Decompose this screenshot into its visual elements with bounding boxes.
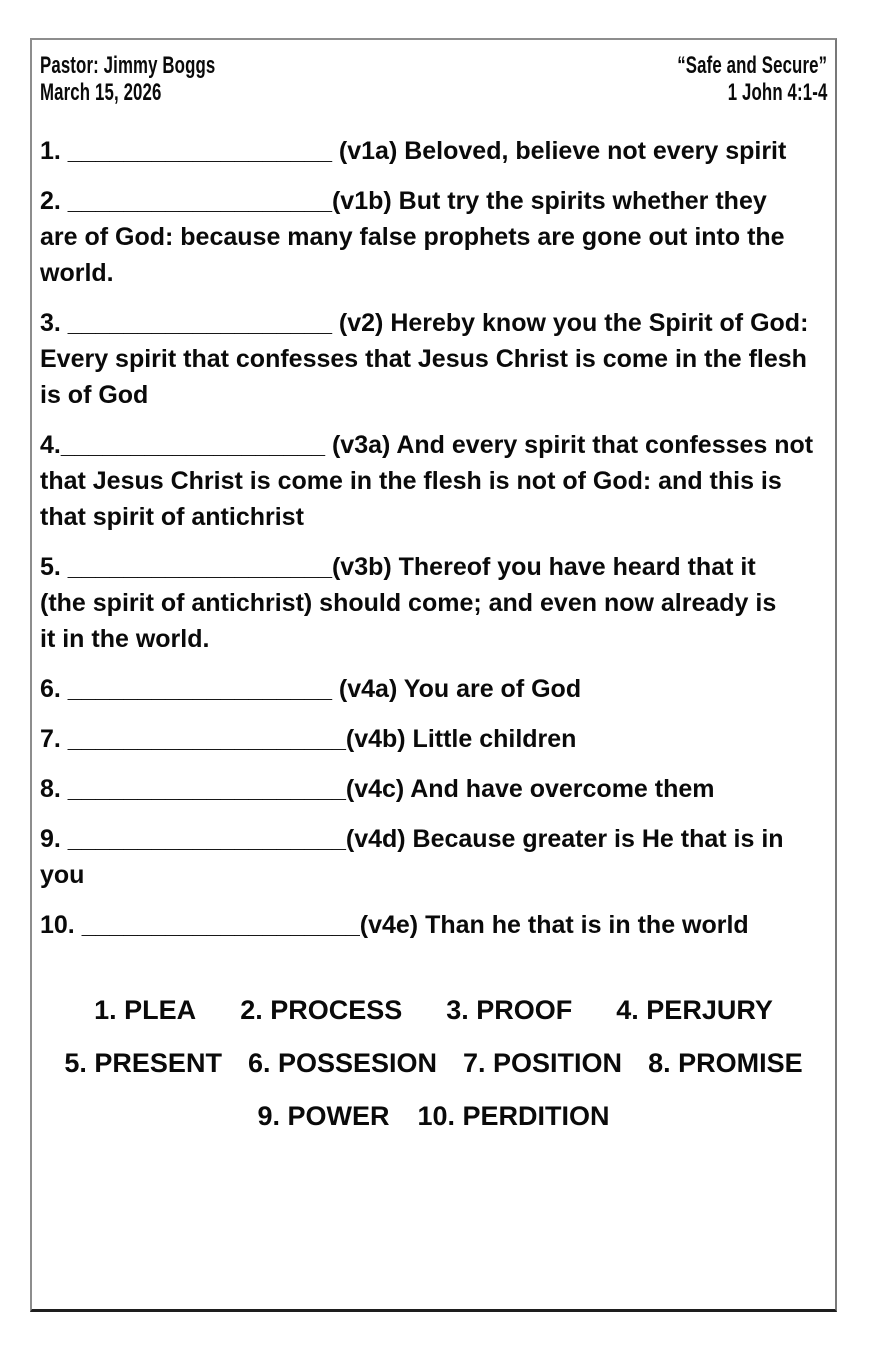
- word-bank: [40, 992, 827, 1134]
- worksheet-item-3: [40, 305, 827, 413]
- item-line: 5. ___________________(v3b) Thereof you have heard that it: [40, 553, 756, 581]
- sermon-date: March 15, 2026: [40, 79, 162, 106]
- pastor-name: Pastor: Jimmy Boggs: [40, 52, 216, 79]
- sermon-title: “Safe and Secure”: [677, 52, 827, 79]
- word-bank-entry: 3. PROOF: [446, 995, 573, 1025]
- worksheet-frame: [30, 38, 837, 1312]
- item-line: 2. ___________________(v1b) But try the spirits whether they: [40, 187, 767, 215]
- worksheet-item-2: [40, 183, 827, 291]
- item-line: that spirit of antichrist: [40, 503, 304, 531]
- item-line: (the spirit of antichrist) should come; and even now already is: [40, 589, 777, 617]
- worksheet-item-5: [40, 549, 827, 657]
- word-bank-row: [40, 992, 827, 1028]
- header-right: [613, 52, 827, 106]
- worksheet-item-7: [40, 721, 827, 757]
- header-left: [40, 52, 291, 106]
- worksheet-item-6: [40, 671, 827, 707]
- word-bank-entry: 8. PROMISE: [648, 1048, 803, 1078]
- item-line: Every spirit that confesses that Jesus Christ is come in the flesh: [40, 345, 807, 373]
- header: [40, 52, 827, 106]
- word-bank-entry: 4. PERJURY: [616, 995, 773, 1025]
- item-line: 4.___________________ (v3a) And every spirit that confesses not: [40, 431, 814, 459]
- item-line: 3. ___________________ (v2) Hereby know you the Spirit of God:: [40, 309, 809, 337]
- item-line: 7. ____________________(v4b) Little children: [40, 725, 577, 753]
- word-bank-row: [40, 1045, 827, 1081]
- word-bank-entry: 1. PLEA: [94, 995, 197, 1025]
- word-bank-entry: 2. PROCESS: [240, 995, 403, 1025]
- worksheet-item-10: [40, 907, 827, 943]
- item-line: 10. ____________________(v4e) Than he that is in the world: [40, 911, 749, 939]
- item-line: 8. ____________________(v4c) And have overcome them: [40, 775, 715, 803]
- outline-items: [40, 133, 827, 943]
- word-bank-entry: 9. POWER: [257, 1101, 390, 1131]
- worksheet-item-8: [40, 771, 827, 807]
- item-line: it in the world.: [40, 625, 210, 653]
- item-line: world.: [40, 259, 114, 287]
- item-line: 6. ___________________ (v4a) You are of God: [40, 675, 582, 703]
- item-line: is of God: [40, 381, 149, 409]
- item-line: you: [40, 861, 85, 889]
- item-line: are of God: because many false prophets are gone out into the: [40, 223, 785, 251]
- item-line: that Jesus Christ is come in the flesh is not of God: and this is: [40, 467, 782, 495]
- item-line: 9. ____________________(v4d) Because greater is He that is in: [40, 825, 784, 853]
- word-bank-row: [40, 1098, 827, 1134]
- item-line: 1. ___________________ (v1a) Beloved, believe not every spirit: [40, 137, 787, 165]
- scripture-reference: 1 John 4:1-4: [727, 79, 827, 106]
- word-bank-entry: 7. POSITION: [463, 1048, 623, 1078]
- worksheet-item-9: [40, 821, 827, 893]
- word-bank-entry: 5. PRESENT: [64, 1048, 222, 1078]
- worksheet-item-1: [40, 133, 827, 169]
- word-bank-entry: 6. POSSESION: [247, 1048, 438, 1078]
- word-bank-entry: 10. PERDITION: [417, 1101, 610, 1131]
- worksheet-item-4: [40, 427, 827, 535]
